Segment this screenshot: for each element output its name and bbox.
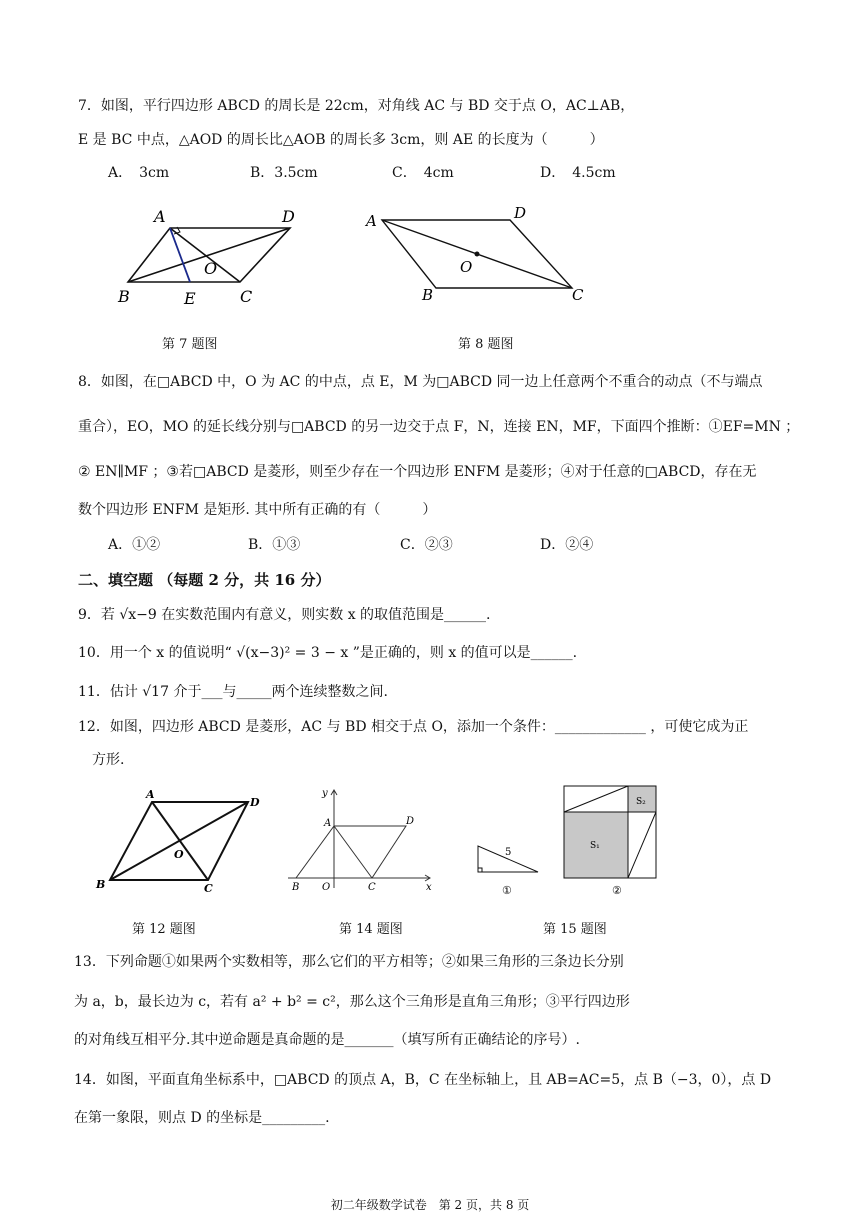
fig14-label-b: B [292,882,300,893]
q8-line3: ② EN∥MF ；③若□ABCD 是菱形，则至少存在一个四边形 ENFM 是菱形；④对于任意的□ABCD，存在无 [78,464,757,480]
section2-heading [78,570,330,590]
q12-line1: 12．如图，四边形 ABCD 是菱形，AC 与 BD 相交于点 O，添加一个条件：_____________ ，可使它成为正 [78,719,749,735]
fig15-side-label: 5 [505,847,512,858]
fig7-label-o: O [204,259,218,278]
fig14-label-y: y [322,788,328,799]
q12-line2: 方形. [92,752,125,768]
q8-line1: 8．如图，在□ABCD 中，O 为 AC 的中点，点 E，M 为□ABCD 同一边上任意两个不重合的动点（不与端点 [78,374,763,390]
q8-line2: 重合），EO，MO 的延长线分别与□ABCD 的另一边交于点 F，N，连接 EN，MF，下面四个推断：①EF=MN ； [78,419,800,435]
fig8-caption: 第 8 题图 [458,337,514,352]
q11-text: 11．估计 √17 介于___与_____两个连续整数之间. [78,684,388,700]
q13-line3: 的对角线互相平分.其中逆命题是真命题的是_______（填写所有正确结论的序号）. [74,1032,580,1048]
fig12-label-c: C [204,882,213,895]
q7-option-c: C． 4cm [392,165,454,181]
fig15-label-s2: S₂ [636,797,646,807]
q10-text: 10．用一个 x 的值说明“ √(x−3)² = 3 − x ”是正确的，则 x 的值可以是______. [78,645,578,661]
fig14-caption: 第 14 题图 [339,922,403,937]
fig12-caption: 第 12 题图 [132,922,196,937]
fig8-label-a: A [366,212,377,230]
q7-option-b: B．3.5cm [250,165,318,181]
fig8-label-d: D [514,204,527,222]
q14-line1: 14．如图，平面直角坐标系中，□ABCD 的顶点 A，B，C 在坐标轴上，且 AB=AC=5，点 B（−3，0），点 D [74,1072,772,1088]
fig14-label-d: D [406,816,415,827]
fig8-label-b: B [422,286,434,304]
fig12-label-b: B [96,878,106,891]
figure-8 [360,200,600,310]
fig8-point-o [475,252,480,257]
fig15-circle-2: ② [612,884,622,897]
fig7-label-c: C [240,287,253,306]
fig7-label-d: D [282,207,295,226]
fig12-label-o: O [174,848,184,861]
q8-option-d: D．②④ [540,537,594,553]
q7-line2: E 是 BC 中点，△AOD 的周长比△AOB 的周长多 3cm，则 AE 的长度为（ ） [78,132,604,148]
figure-12 [90,784,270,899]
q7-option-a: A． 3cm [108,165,170,181]
fig15-circle-1: ① [502,884,512,897]
fig12-label-d: D [250,796,260,809]
q14-line2: 在第一象限，则点 D 的坐标是_________. [74,1110,330,1126]
q8-option-c: C．②③ [400,537,453,553]
fig8-label-o: O [460,258,473,276]
figure-15 [468,780,668,900]
fig15-caption: 第 15 题图 [543,922,607,937]
fig14-label-a: A [324,818,332,829]
fig14-label-o: O [322,882,331,893]
q13-line1: 13．下列命题①如果两个实数相等，那么它们的平方相等；②如果三角形的三条边长分别 [74,954,624,970]
q7-line1: 7．如图，平行四边形 ABCD 的周长是 22cm，对角线 AC 与 BD 交于点 O，AC⊥AB， [78,98,635,114]
fig8-label-c: C [572,286,584,304]
q8-line4: 数个四边形 ENFM 是矩形. 其中所有正确的有（ ） [78,502,437,518]
fig14-label-c: C [368,882,376,893]
fig15-label-s1: S₁ [590,841,600,851]
fig12-label-a: A [146,788,155,801]
figure-14 [282,784,437,899]
section2-note: （每题 2 分，共 16 分） [158,571,331,589]
fig7-caption: 第 7 题图 [162,337,218,352]
q9-text: 9．若 √x−9 在实数范围内有意义，则实数 x 的取值范围是______. [78,607,491,623]
fig7-label-b: B [118,287,130,306]
page-footer: 初二年级数学试卷 第 2 页，共 8 页 [330,1198,530,1212]
figure-7 [110,200,310,310]
q13-line2: 为 a，b，最长边为 c，若有 a² + b² = c²，那么这个三角形是直角三角形；③平行四边形 [74,994,630,1010]
section2-title: 二、填空题 [78,571,154,589]
q8-option-a: A．①② [108,537,161,553]
q8-option-b: B．①③ [248,537,301,553]
fig14-label-x: x [426,882,432,893]
q7-option-d: D． 4.5cm [540,165,616,181]
fig7-label-e: E [184,289,196,308]
fig7-label-a: A [154,207,166,226]
